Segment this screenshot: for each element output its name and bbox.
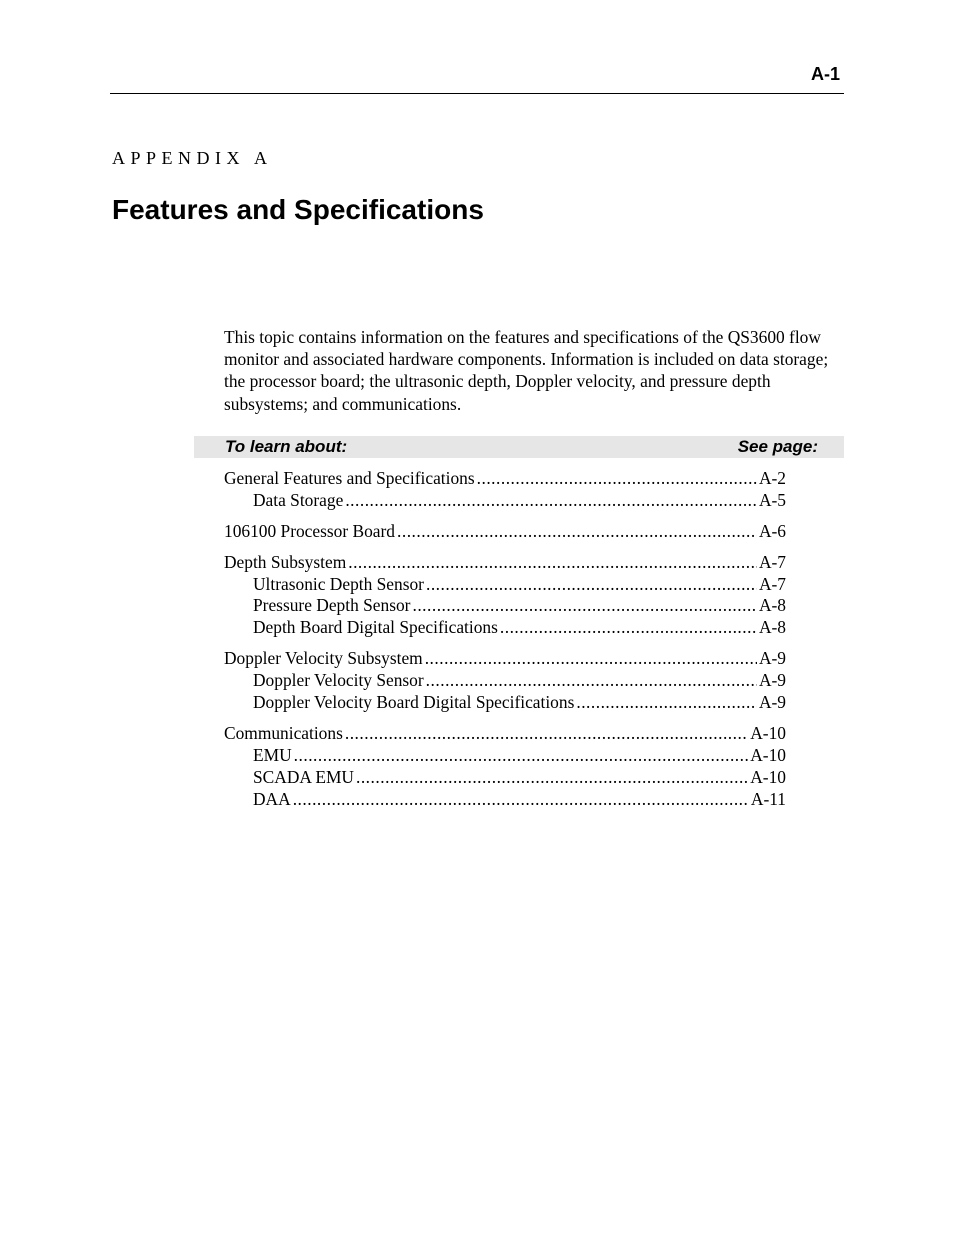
toc-entry-label: Depth Subsystem	[224, 551, 347, 572]
toc-dot-leader	[356, 767, 748, 789]
appendix-label: APPENDIX A	[112, 148, 273, 168]
toc-entry-label: Doppler Velocity Board Digital Specifications	[253, 692, 575, 713]
toc-header	[194, 436, 844, 458]
toc-dot-leader	[294, 745, 749, 767]
toc-entry-label: Doppler Velocity Sensor	[253, 670, 424, 691]
toc-entry-page: A-10	[750, 722, 786, 743]
toc-entry-label: Doppler Velocity Subsystem	[224, 648, 423, 669]
toc-entry-label: 106100 Processor Board	[224, 520, 395, 541]
toc-entry-page: A-11	[750, 788, 786, 809]
toc-entry[interactable]	[224, 723, 786, 745]
toc-dot-leader	[345, 490, 757, 512]
toc-dot-leader	[397, 521, 757, 543]
toc-entry[interactable]	[224, 745, 786, 767]
toc-entry[interactable]	[224, 789, 786, 811]
toc-group	[224, 521, 786, 543]
toc-entry[interactable]	[224, 468, 786, 490]
toc-dot-leader	[345, 723, 748, 745]
toc-entry-label: Pressure Depth Sensor	[253, 595, 411, 616]
toc-entry[interactable]	[224, 521, 786, 543]
toc-entry-label: Data Storage	[253, 489, 344, 510]
toc-header-page: See page:	[737, 437, 818, 456]
toc-entry-page: A-7	[758, 573, 786, 594]
toc-dot-leader	[576, 692, 757, 714]
toc-entry-page: A-6	[758, 520, 786, 541]
toc-entry-label: SCADA EMU	[253, 766, 354, 787]
page-number: A-1	[810, 64, 840, 84]
toc-entry-page: A-9	[758, 692, 786, 713]
toc-entry-label: EMU	[253, 744, 292, 765]
toc-dot-leader	[426, 574, 757, 596]
toc-dot-leader	[426, 670, 757, 692]
toc-dot-leader	[500, 617, 757, 639]
toc-entry[interactable]	[224, 670, 786, 692]
page-title: Features and Specifications	[112, 194, 484, 225]
toc-entry[interactable]	[224, 767, 786, 789]
toc-entry-page: A-8	[758, 617, 786, 638]
toc-entry[interactable]	[224, 692, 786, 714]
toc-group	[224, 723, 786, 811]
toc-entry-page: A-10	[750, 766, 786, 787]
toc-entry-page: A-7	[758, 551, 786, 572]
table-of-contents	[224, 468, 786, 819]
toc-entry-label: Communications	[224, 722, 343, 743]
toc-dot-leader	[412, 595, 756, 617]
toc-entry-label: Depth Board Digital Specifications	[253, 617, 498, 638]
toc-dot-leader	[293, 789, 749, 811]
toc-dot-leader	[425, 648, 757, 670]
toc-entry-page: A-5	[758, 489, 786, 510]
intro-paragraph: This topic contains information on the features and specifications of the QS3600 flow monitor and associated hardware components. Information is included on data storage; the processor board; the ultrasonic depth, Doppler velocity, and pressure depth subsystems; and communications.	[224, 327, 829, 414]
toc-entry-page: A-9	[758, 670, 786, 691]
toc-group	[224, 552, 786, 640]
toc-entry-page: A-8	[758, 595, 786, 616]
toc-entry-label: Ultrasonic Depth Sensor	[253, 573, 424, 594]
toc-entry-label: General Features and Specifications	[224, 468, 475, 488]
toc-dot-leader	[477, 468, 757, 490]
toc-dot-leader	[348, 552, 757, 574]
toc-entry[interactable]	[224, 574, 786, 596]
toc-entry-label: DAA	[253, 788, 291, 809]
toc-entry-page: A-10	[750, 744, 786, 765]
toc-entry[interactable]	[224, 490, 786, 512]
toc-header-topic: To learn about:	[225, 437, 348, 456]
toc-entry-page: A-2	[758, 468, 786, 488]
toc-group	[224, 468, 786, 512]
toc-entry[interactable]	[224, 617, 786, 639]
toc-group	[224, 648, 786, 714]
header-rule	[110, 93, 844, 94]
toc-entry[interactable]	[224, 552, 786, 574]
toc-entry-page: A-9	[758, 648, 786, 669]
toc-entry[interactable]	[224, 595, 786, 617]
toc-entry[interactable]	[224, 648, 786, 670]
